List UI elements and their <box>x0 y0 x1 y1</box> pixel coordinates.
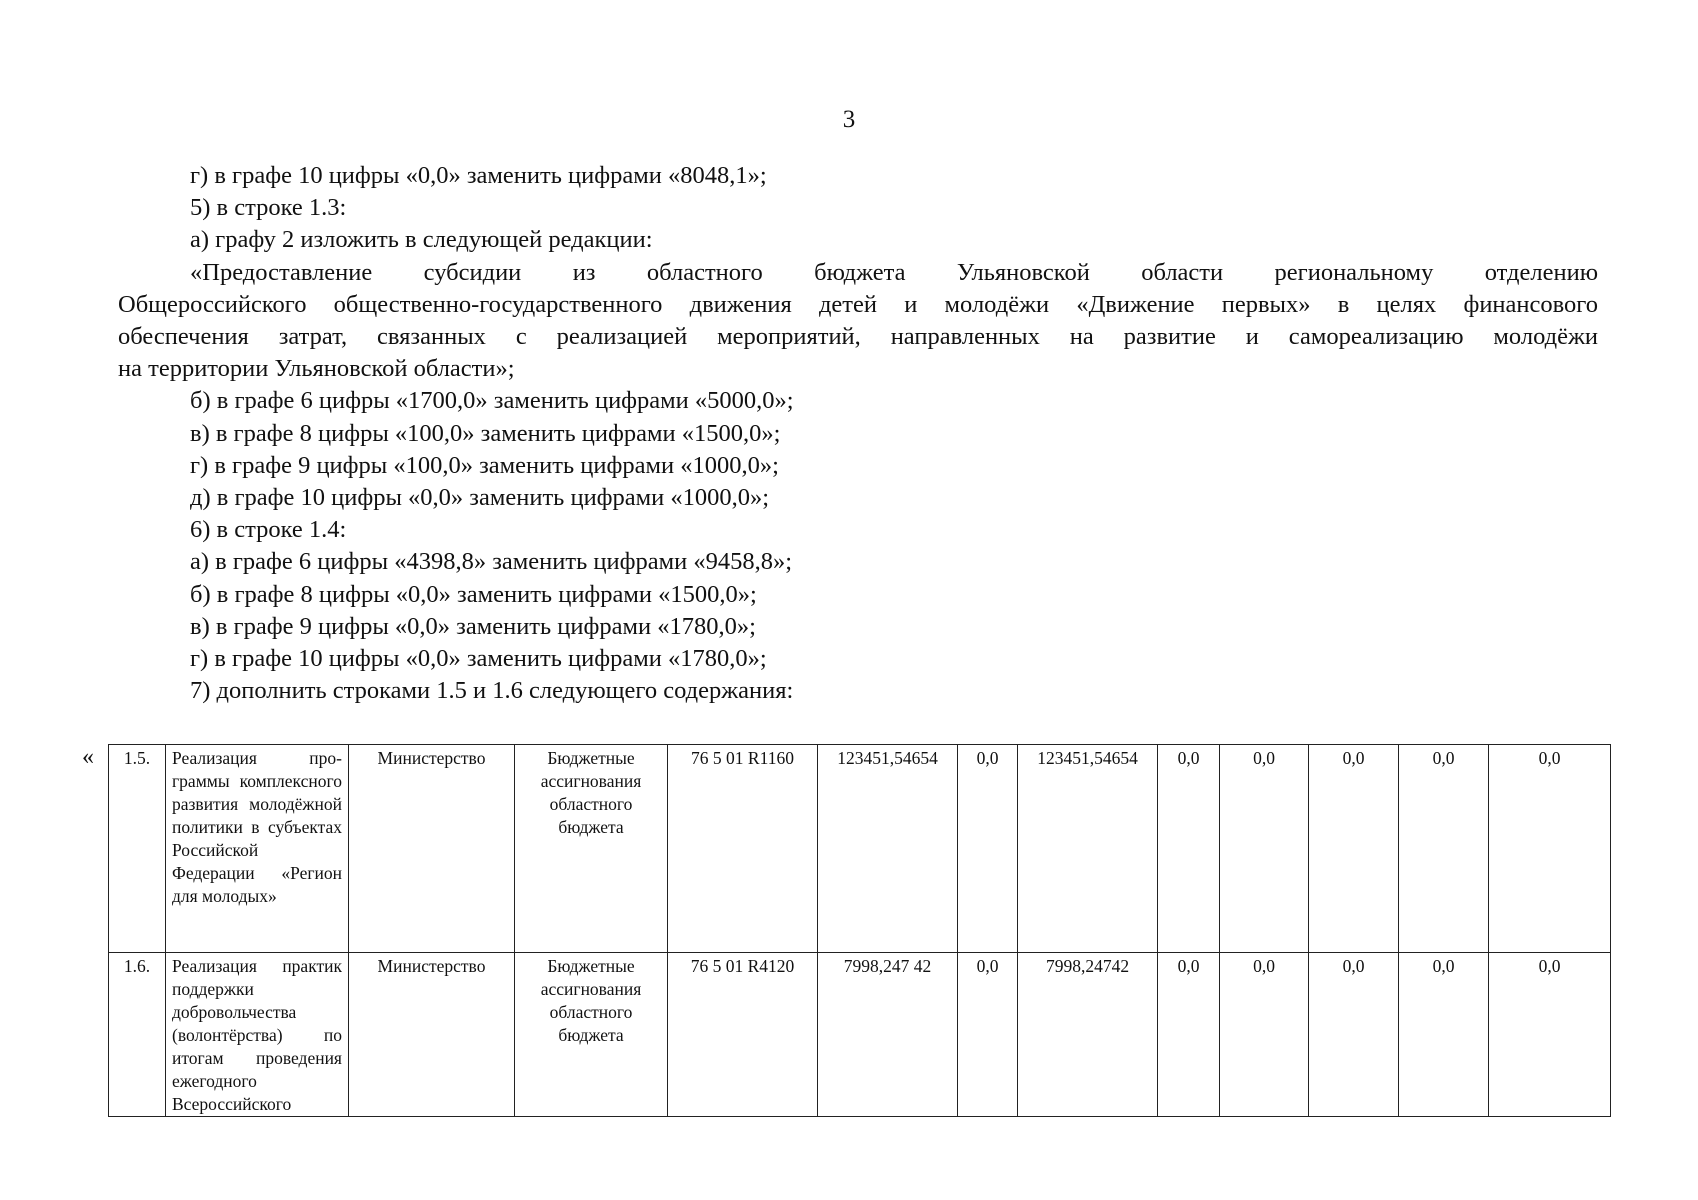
row-number: 1.5. <box>109 745 166 953</box>
funding-source: Бюджетные ассигнования областного бюджета <box>515 745 668 953</box>
text-line: б) в графе 8 цифры «0,0» заменить цифрами «1500,0»; <box>190 580 757 608</box>
year-value: 0,0 <box>1489 953 1611 1117</box>
text-line: б) в графе 6 цифры «1700,0» заменить цифрами «5000,0»; <box>190 387 794 415</box>
funding-source: Бюджетные ассигнования областного бюджета <box>515 953 668 1117</box>
paragraph-line: на территории Ульяновской области»; <box>118 355 515 383</box>
table-row <box>109 953 1611 1117</box>
text-line: г) в графе 10 цифры «0,0» заменить цифрами «8048,1»; <box>190 162 767 189</box>
year-value: 0,0 <box>958 745 1018 953</box>
paragraph-line: «Предоставление субсидии из областного бюджета Ульяновской области региональному отделению <box>190 258 1598 286</box>
total-amount: 7998,247 42 <box>818 953 958 1117</box>
year-value: 0,0 <box>1220 953 1309 1117</box>
year-value: 7998,24742 <box>1018 953 1158 1117</box>
year-value: 0,0 <box>1220 745 1309 953</box>
executor: Министерство <box>349 953 515 1117</box>
row-number: 1.6. <box>109 953 166 1117</box>
year-value: 0,0 <box>1309 745 1399 953</box>
text-line: в) в графе 8 цифры «100,0» заменить цифрами «1500,0»; <box>190 419 781 447</box>
page-number: 3 <box>842 106 856 133</box>
text-line: в) в графе 9 цифры «0,0» заменить цифрами «1780,0»; <box>190 612 756 640</box>
budget-code: 76 5 01 R1160 <box>668 745 818 953</box>
text-line: г) в графе 10 цифры «0,0» заменить цифрами «1780,0»; <box>190 645 767 673</box>
year-value: 0,0 <box>958 953 1018 1117</box>
year-value: 123451,54654 <box>1018 745 1158 953</box>
text-line: а) в графе 6 цифры «4398,8» заменить цифрами «9458,8»; <box>190 548 793 576</box>
text-line: д) в графе 10 цифры «0,0» заменить цифрами «1000,0»; <box>190 484 770 512</box>
year-value: 0,0 <box>1309 953 1399 1117</box>
amendment-table <box>108 744 1611 1117</box>
text-line: 5) в строке 1.3: <box>190 194 347 222</box>
quote-mark: « <box>82 744 94 770</box>
executor: Министерство <box>349 745 515 953</box>
paragraph-line: Общероссийского общественно-государственного движения детей и молодёжи «Движение первых» в целях финансового <box>118 290 1598 318</box>
body-text <box>118 160 1598 707</box>
year-value: 0,0 <box>1399 953 1489 1117</box>
table-row <box>109 745 1611 953</box>
text-line: а) графу 2 изложить в следующей редакции: <box>190 226 653 254</box>
paragraph-line: обеспечения затрат, связанных с реализацией мероприятий, направленных на развитие и самореализацию молодёжи <box>118 323 1598 351</box>
text-line: 7) дополнить строками 1.5 и 1.6 следующего содержания: <box>190 677 794 705</box>
total-amount: 123451,54654 <box>818 745 958 953</box>
measure-name: Реализация практик поддержки добровольчества (волонтёрства) по итогам проведения ежегодного Всероссийского <box>166 953 349 1117</box>
year-value: 0,0 <box>1399 745 1489 953</box>
year-value: 0,0 <box>1158 953 1220 1117</box>
year-value: 0,0 <box>1158 745 1220 953</box>
budget-code: 76 5 01 R4120 <box>668 953 818 1117</box>
text-line: 6) в строке 1.4: <box>190 516 347 544</box>
measure-name: Реализация программы комплексного развития молодёжной политики в субъектах Российской Федерации «Регион для молодых» <box>166 745 349 953</box>
year-value: 0,0 <box>1489 745 1611 953</box>
text-line: г) в графе 9 цифры «100,0» заменить цифрами «1000,0»; <box>190 451 779 479</box>
